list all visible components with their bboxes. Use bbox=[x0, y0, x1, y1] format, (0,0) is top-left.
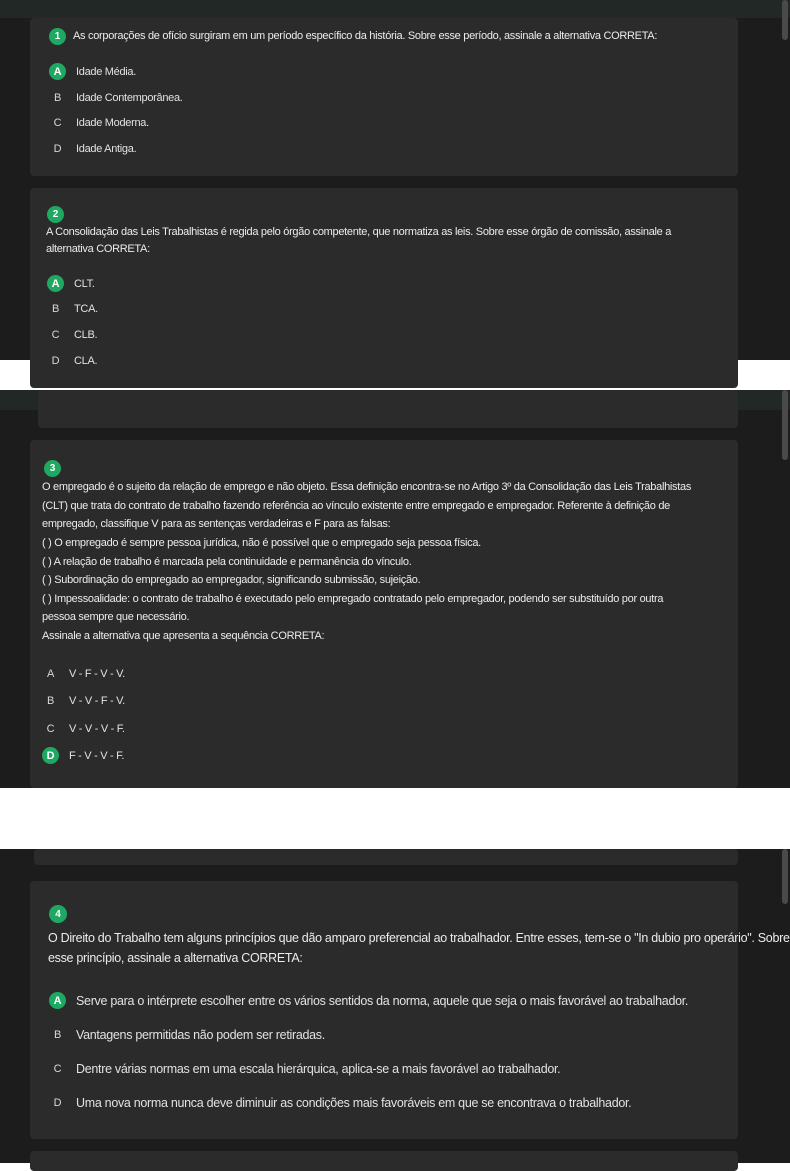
option-letter: C bbox=[51, 328, 60, 341]
option-letter: C bbox=[53, 1062, 62, 1075]
option-c[interactable] bbox=[47, 326, 97, 343]
option-letter: A bbox=[49, 63, 66, 80]
question-text-line-3: empregado, classifique V para as sentenças verdadeiras e F para as falsas: bbox=[42, 518, 391, 530]
question-text-line-2: alternativa CORRETA: bbox=[46, 243, 150, 255]
question-text-line-1: A Consolidação das Leis Trabalhistas é regida pelo órgão competente, que normatiza as leis. Sobre esse órgão de comissão, assinale a bbox=[46, 226, 672, 238]
option-c[interactable] bbox=[49, 114, 149, 131]
question-text-line-1: O empregado é o sujeito da relação de emprego e não objeto. Essa definição encontra-se no Artigo 3º da Consolidação das Leis Trabalhistas bbox=[42, 481, 692, 493]
option-letter: A bbox=[47, 275, 64, 292]
statement-3: ( ) Subordinação do empregado ao empregador, significando submissão, sujeição. bbox=[42, 574, 421, 586]
option-text: Serve para o intérprete escolher entre os vários sentidos da norma, aquele que seja o mais favorável ao trabalhador. bbox=[76, 993, 689, 1008]
statement-2: ( ) A relação de trabalho é marcada pela continuidade e permanência do vínculo. bbox=[42, 556, 412, 568]
previous-card-bottom bbox=[38, 390, 738, 428]
question-card-2 bbox=[30, 188, 738, 388]
option-text: V - V - V - F. bbox=[69, 722, 125, 735]
option-text: Uma nova norma nunca deve diminuir as condições mais favoráveis em que se encontrava o trabalhador. bbox=[76, 1095, 632, 1110]
scrollbar[interactable] bbox=[782, 0, 788, 40]
question-text: As corporações de ofício surgiram em um período específico da história. Sobre esse período, assinale a alternativa CORRETA: bbox=[73, 30, 658, 42]
option-c[interactable] bbox=[42, 720, 125, 737]
option-text: CLT. bbox=[74, 277, 95, 290]
option-d[interactable] bbox=[42, 747, 124, 764]
option-text: Idade Média. bbox=[76, 65, 136, 78]
option-letter: B bbox=[53, 1028, 62, 1041]
option-text: CLA. bbox=[74, 354, 98, 367]
option-text: Idade Contemporânea. bbox=[76, 91, 183, 104]
option-text: TCA. bbox=[74, 302, 98, 315]
option-letter: C bbox=[53, 116, 62, 129]
option-letter: D bbox=[42, 747, 59, 764]
screenshot-section-3 bbox=[0, 849, 790, 1163]
option-text: Dentre várias normas em uma escala hierárquica, aplica-se a mais favorável ao trabalhador. bbox=[76, 1061, 561, 1076]
option-letter: B bbox=[46, 694, 55, 707]
statement-4-continued: pessoa sempre que necessário. bbox=[42, 611, 190, 623]
screenshot-section-1 bbox=[0, 0, 790, 367]
option-text: V - V - F - V. bbox=[69, 694, 125, 707]
scrollbar[interactable] bbox=[782, 390, 788, 460]
question-text-line-2: esse princípio, assinale a alternativa CORRETA: bbox=[48, 951, 303, 965]
option-d[interactable] bbox=[49, 1094, 631, 1111]
next-card-top bbox=[30, 1151, 738, 1171]
question-text-line-1: O Direito do Trabalho tem alguns princípios que dão amparo preferencial ao trabalhador. Entre esses, tem-se o "In dubio pro operário". Sobre bbox=[48, 931, 790, 945]
previous-card-bottom bbox=[34, 849, 738, 865]
option-b[interactable] bbox=[49, 89, 183, 106]
question-number: 2 bbox=[47, 206, 64, 223]
question-card-3 bbox=[30, 440, 738, 788]
option-letter: D bbox=[53, 142, 62, 155]
scrollbar[interactable] bbox=[782, 849, 788, 904]
option-a[interactable] bbox=[47, 275, 95, 292]
option-text: CLB. bbox=[74, 328, 98, 341]
option-d[interactable] bbox=[49, 140, 136, 157]
option-letter: B bbox=[51, 302, 60, 315]
option-letter: B bbox=[53, 91, 62, 104]
option-text: F - V - V - F. bbox=[69, 749, 125, 762]
question-card-4 bbox=[30, 881, 790, 1139]
option-b[interactable] bbox=[49, 1026, 325, 1043]
option-letter: A bbox=[49, 992, 66, 1009]
question-number: 3 bbox=[44, 460, 61, 477]
option-a[interactable] bbox=[49, 63, 136, 80]
option-a[interactable] bbox=[49, 992, 688, 1009]
question-text-line-2: (CLT) que trata do contrato de trabalho fazendo referência ao vínculo existente entre empregado e empregador. Referente à definição de bbox=[42, 500, 670, 512]
option-text: Idade Moderna. bbox=[76, 116, 149, 129]
option-b[interactable] bbox=[42, 692, 125, 709]
statement-4: ( ) Impessoalidade: o contrato de trabalho é executado pelo empregado contratado pelo empregador, podendo ser substituído por outra bbox=[42, 593, 664, 605]
option-letter: D bbox=[51, 354, 60, 367]
option-text: V - F - V - V. bbox=[69, 667, 125, 680]
screenshot-section-2 bbox=[0, 390, 790, 788]
option-letter: C bbox=[46, 722, 55, 735]
option-letter: D bbox=[53, 1096, 62, 1109]
question-card-1 bbox=[30, 18, 738, 176]
question-number: 4 bbox=[49, 905, 67, 923]
question-instruction: Assinale a alternativa que apresenta a sequência CORRETA: bbox=[42, 630, 325, 642]
option-text: Vantagens permitidas não podem ser retiradas. bbox=[76, 1027, 325, 1042]
statement-1: ( ) O empregado é sempre pessoa jurídica, não é possível que o empregado seja pessoa física. bbox=[42, 537, 481, 549]
question-number: 1 bbox=[49, 28, 66, 45]
option-b[interactable] bbox=[47, 300, 98, 317]
option-a[interactable] bbox=[42, 665, 125, 682]
option-c[interactable] bbox=[49, 1060, 560, 1077]
option-d[interactable] bbox=[47, 352, 97, 369]
option-text: Idade Antiga. bbox=[76, 142, 137, 155]
option-letter: A bbox=[46, 667, 55, 680]
top-band bbox=[0, 0, 790, 18]
